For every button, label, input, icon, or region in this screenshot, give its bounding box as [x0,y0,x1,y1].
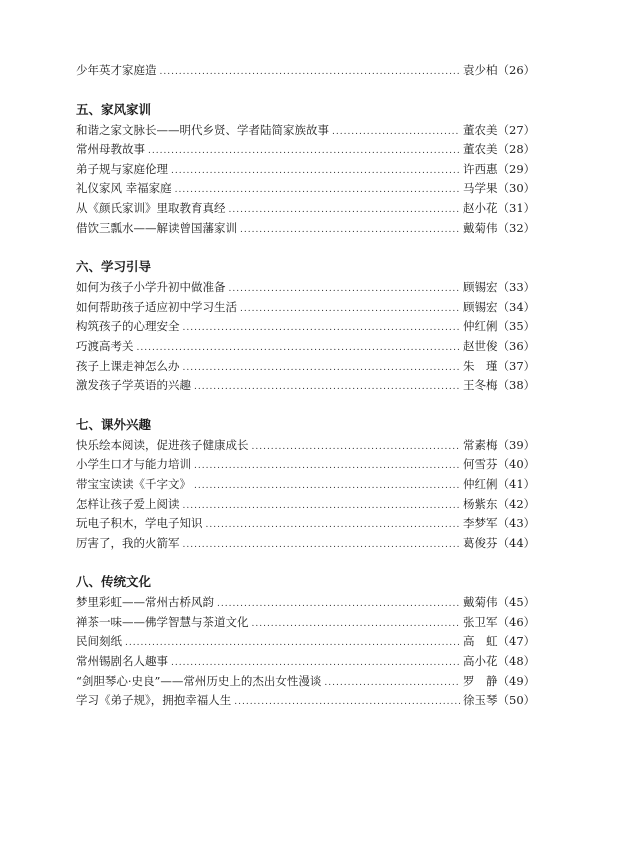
toc-entry [76,691,536,711]
entry-title: 怎样让孩子爱上阅读 [76,496,180,511]
toc-entry [76,514,536,534]
section-heading: 五、家风家训 [76,101,152,117]
dot-leader [183,359,461,379]
dot-leader [229,201,461,221]
entry-title: 构筑孩子的心理安全 [76,319,180,334]
dot-leader [160,63,461,83]
toc-entry [76,179,536,199]
entry-title: “剑胆琴心·史良”——常州历史上的杰出女性漫谈 [76,673,322,688]
entry-title: 激发孩子学英语的兴趣 [76,378,191,393]
dot-leader [194,378,460,398]
toc-entry [76,613,536,633]
section-traditional-culture [76,571,536,711]
section-extracurricular [76,414,536,554]
entry-author-page: 张卫军（46） [463,614,536,629]
entry-title: 玩电子积木，学电子知识 [76,516,203,531]
toc-entry [76,317,536,337]
dot-leader [240,300,460,320]
entry-title: 带宝宝读读《千字文》 [76,476,191,491]
entry-author-page: 顾锡宏（34） [463,299,536,314]
dot-leader [324,674,460,694]
dot-leader [217,595,460,615]
dot-leader [206,516,461,536]
entry-author-page: 高小花（48） [463,654,536,669]
entry-author-page: 李梦军（43） [463,516,536,531]
entry-author-page: 袁少柏（26） [463,63,536,77]
toc-entry [76,495,536,515]
dot-leader [234,693,460,713]
dot-leader [240,221,460,241]
dot-leader [252,615,461,635]
toc-entry [76,357,536,377]
entry-title: 快乐绘本阅读，促进孩子健康成长 [76,437,249,452]
entry-title: 和谐之家文脉长——明代乡贤、学者陆简家族故事 [76,122,329,137]
toc-entry [76,436,536,456]
dot-leader [252,438,461,458]
toc-entry [76,61,536,81]
toc-entry [76,534,536,554]
entry-author-page: 赵小花（31） [463,200,536,215]
entry-title: 民间刻纸 [76,634,122,649]
dot-leader [194,457,460,477]
dot-leader [125,634,460,654]
entry-title: 借饮三瓢水——解读曾国藩家训 [76,220,237,235]
section-heading: 八、传统文化 [76,574,152,590]
dot-leader [183,319,461,339]
toc-entry [76,593,536,613]
entry-title: 巧渡高考关 [76,338,134,353]
entry-author-page: 仲红俐（35） [463,319,536,334]
entry-author-page: 朱 瑾（37） [463,358,536,373]
entry-author-page: 高 虹（47） [463,634,536,649]
entry-author-page: 许西惠（29） [463,161,536,176]
entry-author-page: 罗 静（49） [463,673,536,688]
entry-author-page: 马学果（30） [463,181,536,196]
dot-leader [332,123,460,143]
entry-title: 礼仪家风 幸福家庭 [76,181,172,196]
toc-entry [76,652,536,672]
entry-title: 常州母教故事 [76,142,145,157]
toc-entry [76,376,536,396]
entry-author-page: 董农美（27） [463,122,536,137]
table-of-contents [76,61,536,711]
dot-leader [148,142,460,162]
toc-entry [76,121,536,141]
entry-title: 如何帮助孩子适应初中学习生活 [76,299,237,314]
section-heading: 六、学习引导 [76,259,152,275]
dot-leader [137,339,461,359]
toc-entry [76,298,536,318]
entry-title: 少年英才家庭造 [76,63,157,77]
entry-title: 厉害了，我的火箭军 [76,535,180,550]
dot-leader [183,536,461,556]
toc-entry [76,632,536,652]
toc-entry [76,337,536,357]
toc-entry [76,199,536,219]
entry-title: 学习《弟子规》，拥抱幸福人生 [76,693,232,708]
entry-title: 常州锡剧名人趣事 [76,654,168,669]
entry-title: 梦里彩虹——常州古桥风韵 [76,595,214,610]
entry-author-page: 仲红俐（41） [463,476,536,491]
section-family-tradition [76,99,536,239]
entry-author-page: 何雪芬（40） [463,457,536,472]
entry-title: 弟子规与家庭伦理 [76,161,168,176]
entry-title: 从《颜氏家训》里取教育真经 [76,200,226,215]
dot-leader [171,162,460,182]
dot-leader [229,280,461,300]
toc-entry [76,455,536,475]
section-learning-guidance [76,256,536,396]
entry-author-page: 戴菊伟（45） [463,595,536,610]
entry-author-page: 杨紫东（42） [463,496,536,511]
toc-entry [76,672,536,692]
toc-entry [76,475,536,495]
entry-author-page: 赵世俊（36） [463,338,536,353]
toc-entry [76,278,536,298]
dot-leader [194,477,460,497]
dot-leader [183,497,461,517]
entry-author-page: 董农美（28） [463,142,536,157]
toc-entry [76,160,536,180]
entry-title: 孩子上课走神怎么办 [76,358,180,373]
entry-author-page: 顾锡宏（33） [463,280,536,295]
entry-author-page: 王冬梅（38） [463,378,536,393]
entry-author-page: 葛俊芬（44） [463,535,536,550]
entry-author-page: 常素梅（39） [463,437,536,452]
entry-title: 小学生口才与能力培训 [76,457,191,472]
toc-entry [76,140,536,160]
entry-title: 如何为孩子小学升初中做准备 [76,280,226,295]
entry-author-page: 徐玉琴（50） [463,693,536,708]
entry-title: 禅茶一味——佛学智慧与茶道文化 [76,614,249,629]
toc-entry [76,219,536,239]
entry-author-page: 戴菊伟（32） [463,220,536,235]
section-heading: 七、课外兴趣 [76,416,152,432]
